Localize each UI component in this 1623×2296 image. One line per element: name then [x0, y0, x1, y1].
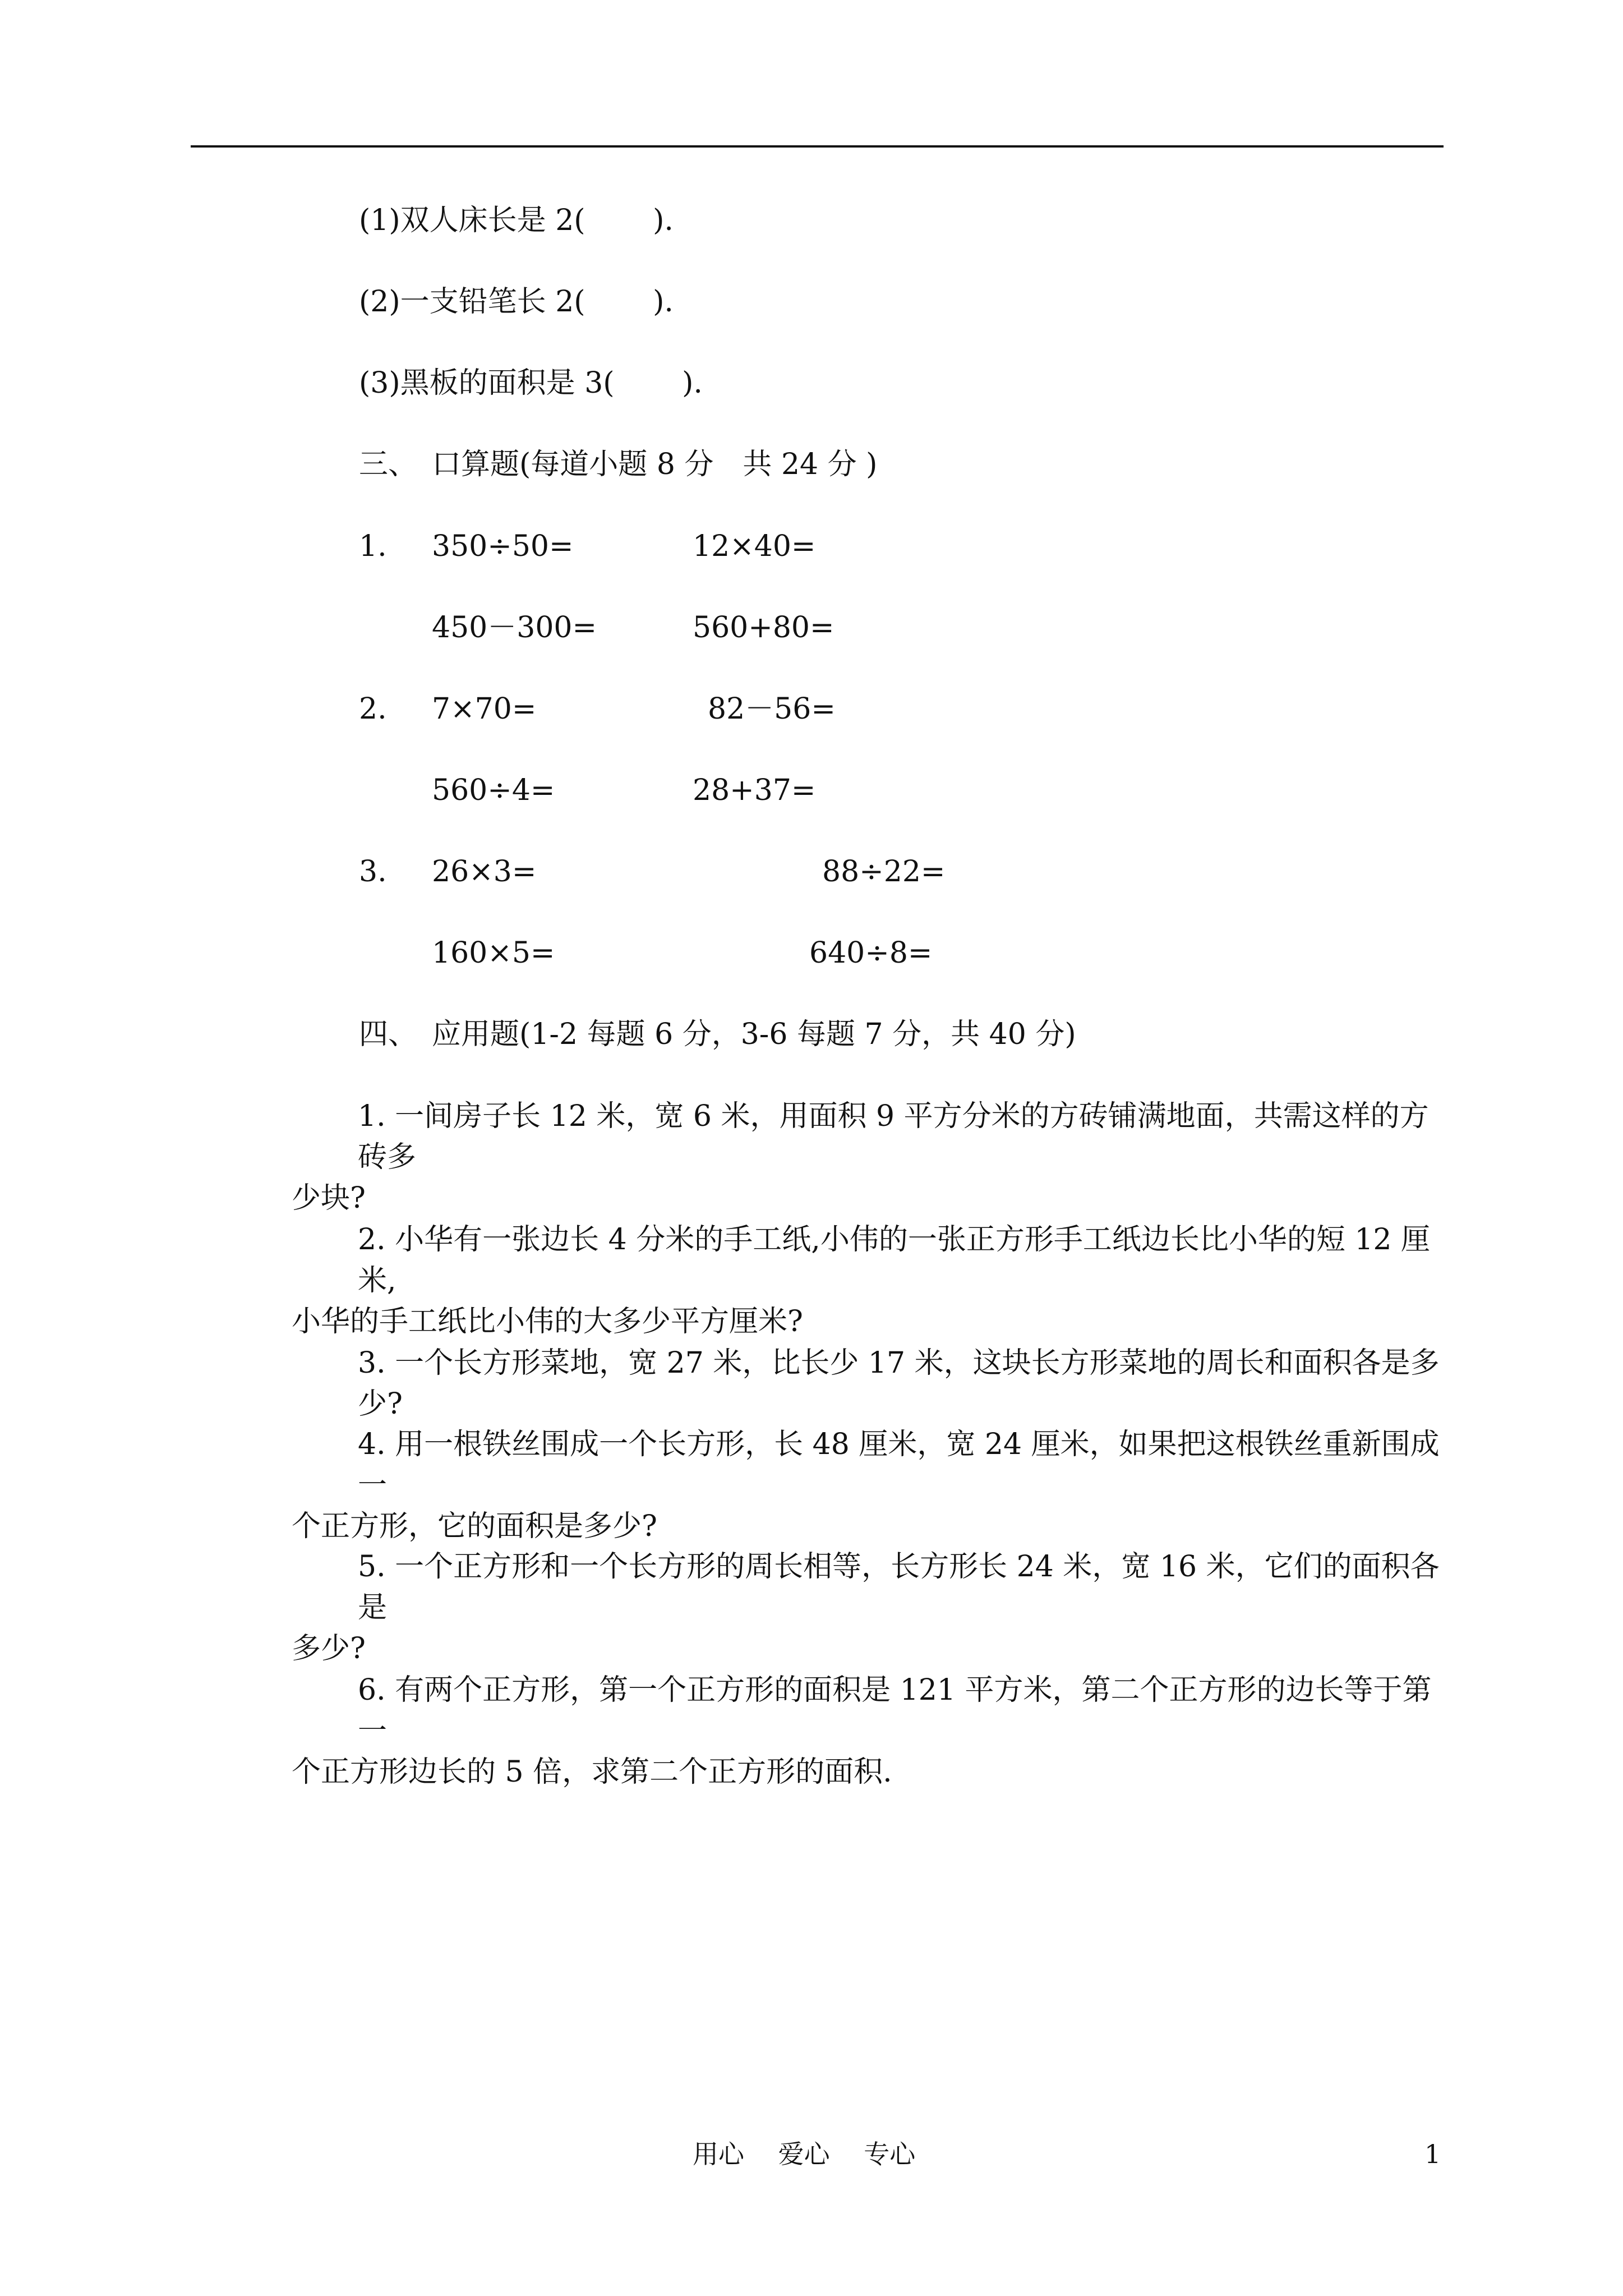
calc-expression: 560+80=	[693, 611, 834, 645]
word-problem-6	[292, 1670, 1447, 1793]
calc-group-number: 2.	[359, 692, 387, 726]
calc-expression: 7×70=	[432, 692, 537, 726]
calc-expression: 28+37=	[693, 774, 816, 807]
word-problem-4	[292, 1424, 1447, 1547]
page-number: 1	[1424, 2139, 1441, 2169]
problem-text: 1. 一间房子长 12 米，宽 6 米，用面积 9 平方分米的方砖铺满地面，共需这样的方砖多	[358, 1099, 1429, 1174]
section4-heading: 四、 应用题(1-2 每题 6 分，3-6 每题 7 分，共 40 分)	[359, 1018, 1076, 1051]
calc-expression: 350÷50=	[432, 530, 574, 563]
calc-expression: 160×5=	[432, 936, 555, 970]
problem-text: 个正方形，它的面积是多少?	[292, 1510, 657, 1543]
fill-blank-item-3: (3)黑板的面积是 3( ).	[359, 366, 703, 400]
calc-expression: 12×40=	[693, 530, 816, 563]
word-problem-1	[292, 1096, 1447, 1219]
problem-text: 2. 小华有一张边长 4 分米的手工纸,小伟的一张正方形手工纸边长比小华的短 12 厘米,	[358, 1223, 1431, 1297]
problem-text: 个正方形边长的 5 倍，求第二个正方形的面积.	[292, 1755, 892, 1789]
word-problem-2	[292, 1220, 1447, 1342]
calc-expression: 26×3=	[432, 855, 537, 889]
problem-text: 5. 一个正方形和一个长方形的周长相等，长方形长 24 米，宽 16 米，它们的面积各是	[358, 1550, 1440, 1625]
problem-text: 多少?	[292, 1632, 366, 1665]
problem-text: 小华的手工纸比小伟的大多少平方厘米?	[292, 1305, 803, 1338]
calc-expression: 82－56=	[708, 692, 836, 726]
fill-blank-item-2: (2)一支铅笔长 2( ).	[359, 285, 674, 319]
section3-heading: 三、 口算题(每道小题 8 分 共 24 分 )	[359, 448, 878, 481]
calc-group-number: 1.	[359, 530, 387, 563]
calc-expression: 640÷8=	[809, 936, 933, 970]
calc-expression: 560÷4=	[432, 774, 555, 807]
fill-blank-item-1: (1)双人床长是 2( ).	[359, 204, 674, 237]
calc-expression: 88÷22=	[822, 855, 946, 889]
problem-text: 3. 一个长方形菜地，宽 27 米，比长少 17 米，这块长方形菜地的周长和面积各是多少?	[358, 1346, 1440, 1421]
calc-group-number: 3.	[359, 855, 387, 889]
problem-text: 少块?	[292, 1181, 366, 1215]
problem-text: 4. 用一根铁丝围成一个长方形，长 48 厘米，宽 24 厘米，如果把这根铁丝重新围成一	[358, 1428, 1440, 1502]
word-problem-3	[292, 1343, 1447, 1425]
footer-motto: 用心 爱心 专心	[693, 2139, 916, 2169]
word-problem-5	[292, 1547, 1447, 1669]
calc-expression: 450－300=	[432, 611, 597, 645]
header-rule	[191, 145, 1444, 148]
problem-text: 6. 有两个正方形，第一个正方形的面积是 121 平方米，第二个正方形的边长等于第一	[358, 1673, 1432, 1748]
